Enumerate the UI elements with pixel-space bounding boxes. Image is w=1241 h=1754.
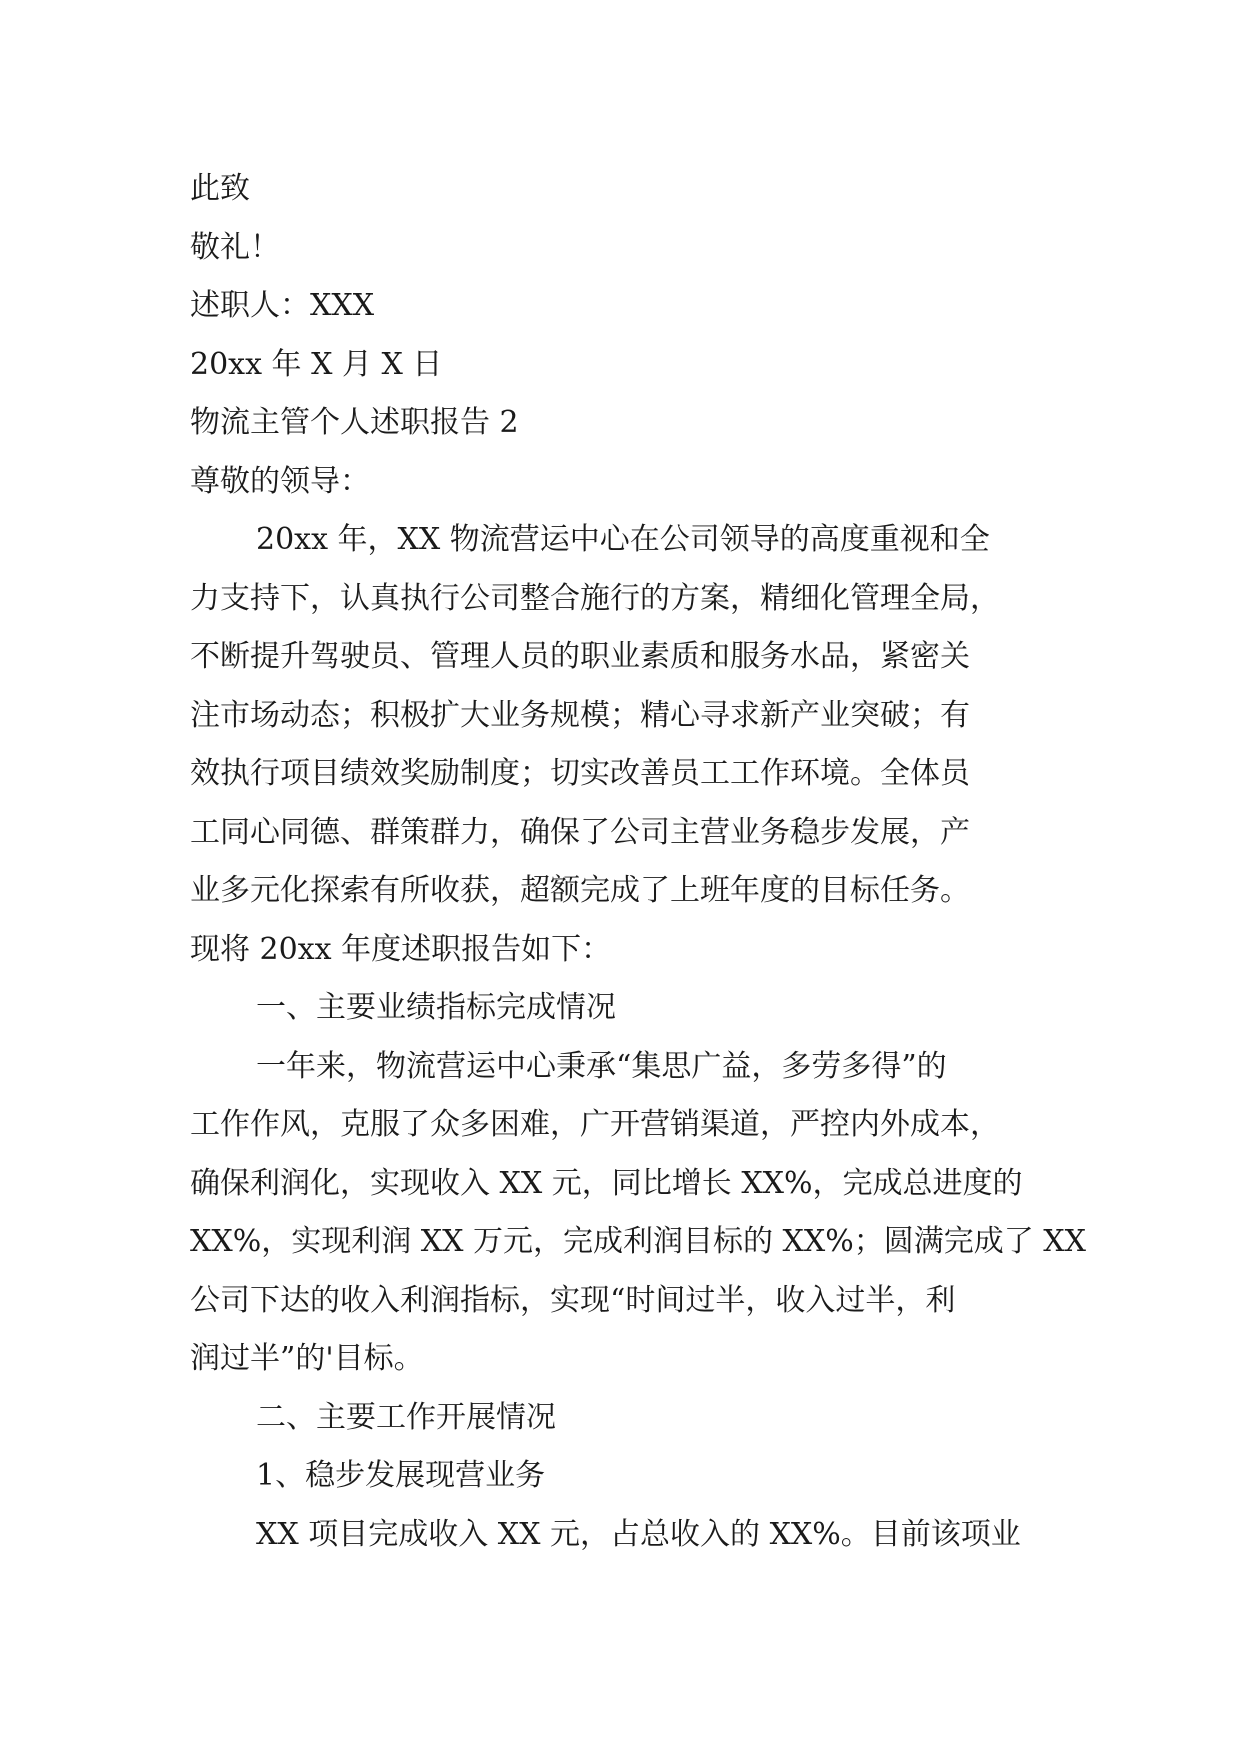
paragraph-line: 效执行项目绩效奖励制度；切实改善员工工作环境。全体员 xyxy=(190,756,970,791)
salutation: 尊敬的领导： xyxy=(190,463,370,499)
section1-paragraph xyxy=(190,1038,1087,1389)
paragraph-line: 公司下达的收入利润指标，实现“时间过半，收入过半，利 xyxy=(190,1282,956,1318)
paragraph-line: XX%，实现利润 XX 万元，完成利润目标的 XX%；圆满完成了 XX xyxy=(190,1224,1087,1259)
report-title: 物流主管个人述职报告 2 xyxy=(190,405,519,440)
paragraph-line: 确保利润化，实现收入 XX 元，同比增长 XX%，完成总进度的 xyxy=(190,1165,1023,1201)
paragraph-line: 注市场动态；积极扩大业务规模；精心寻求新产业突破；有 xyxy=(190,697,970,733)
section-heading-1: 一、主要业绩指标完成情况 xyxy=(256,990,616,1025)
paragraph-line: 工作作风，克服了众多困难，广开营销渠道，严控内外成本， xyxy=(190,1107,1000,1142)
document-page xyxy=(190,160,1087,1564)
signer-line: 述职人：XXX xyxy=(190,288,375,323)
subsection-heading-1: 1、稳步发展现营业务 xyxy=(256,1458,546,1493)
paragraph-line: 现将 20xx 年度述职报告如下： xyxy=(190,931,612,967)
intro-paragraph xyxy=(190,511,1060,979)
date-line: 20xx 年 X 月 X 日 xyxy=(190,346,443,382)
paragraph-line: 20xx 年，XX 物流营运中心在公司领导的高度重视和全 xyxy=(256,522,990,557)
closing-ci-zhi: 此致 xyxy=(190,171,250,206)
paragraph-line: 一年来，物流营运中心秉承“集思广益，多劳多得”的 xyxy=(256,1048,947,1084)
paragraph-line: 工同心同德、群策群力，确保了公司主营业务稳步发展，产 xyxy=(190,814,970,850)
subsection1-paragraph xyxy=(190,1506,1060,1565)
paragraph-line: 力支持下，认真执行公司整合施行的方案，精细化管理全局， xyxy=(190,580,1000,616)
closing-jing-li: 敬礼！ xyxy=(190,229,280,265)
paragraph-line: XX 项目完成收入 XX 元，占总收入的 XX%。目前该项业 xyxy=(256,1516,1021,1552)
section-heading-2: 二、主要工作开展情况 xyxy=(256,1399,556,1435)
paragraph-line: 润过半”的'目标。 xyxy=(190,1341,424,1376)
paragraph-line: 业多元化探索有所收获，超额完成了上班年度的目标任务。 xyxy=(190,873,970,908)
paragraph-line: 不断提升驾驶员、管理人员的职业素质和服务水品，紧密关 xyxy=(190,639,970,674)
